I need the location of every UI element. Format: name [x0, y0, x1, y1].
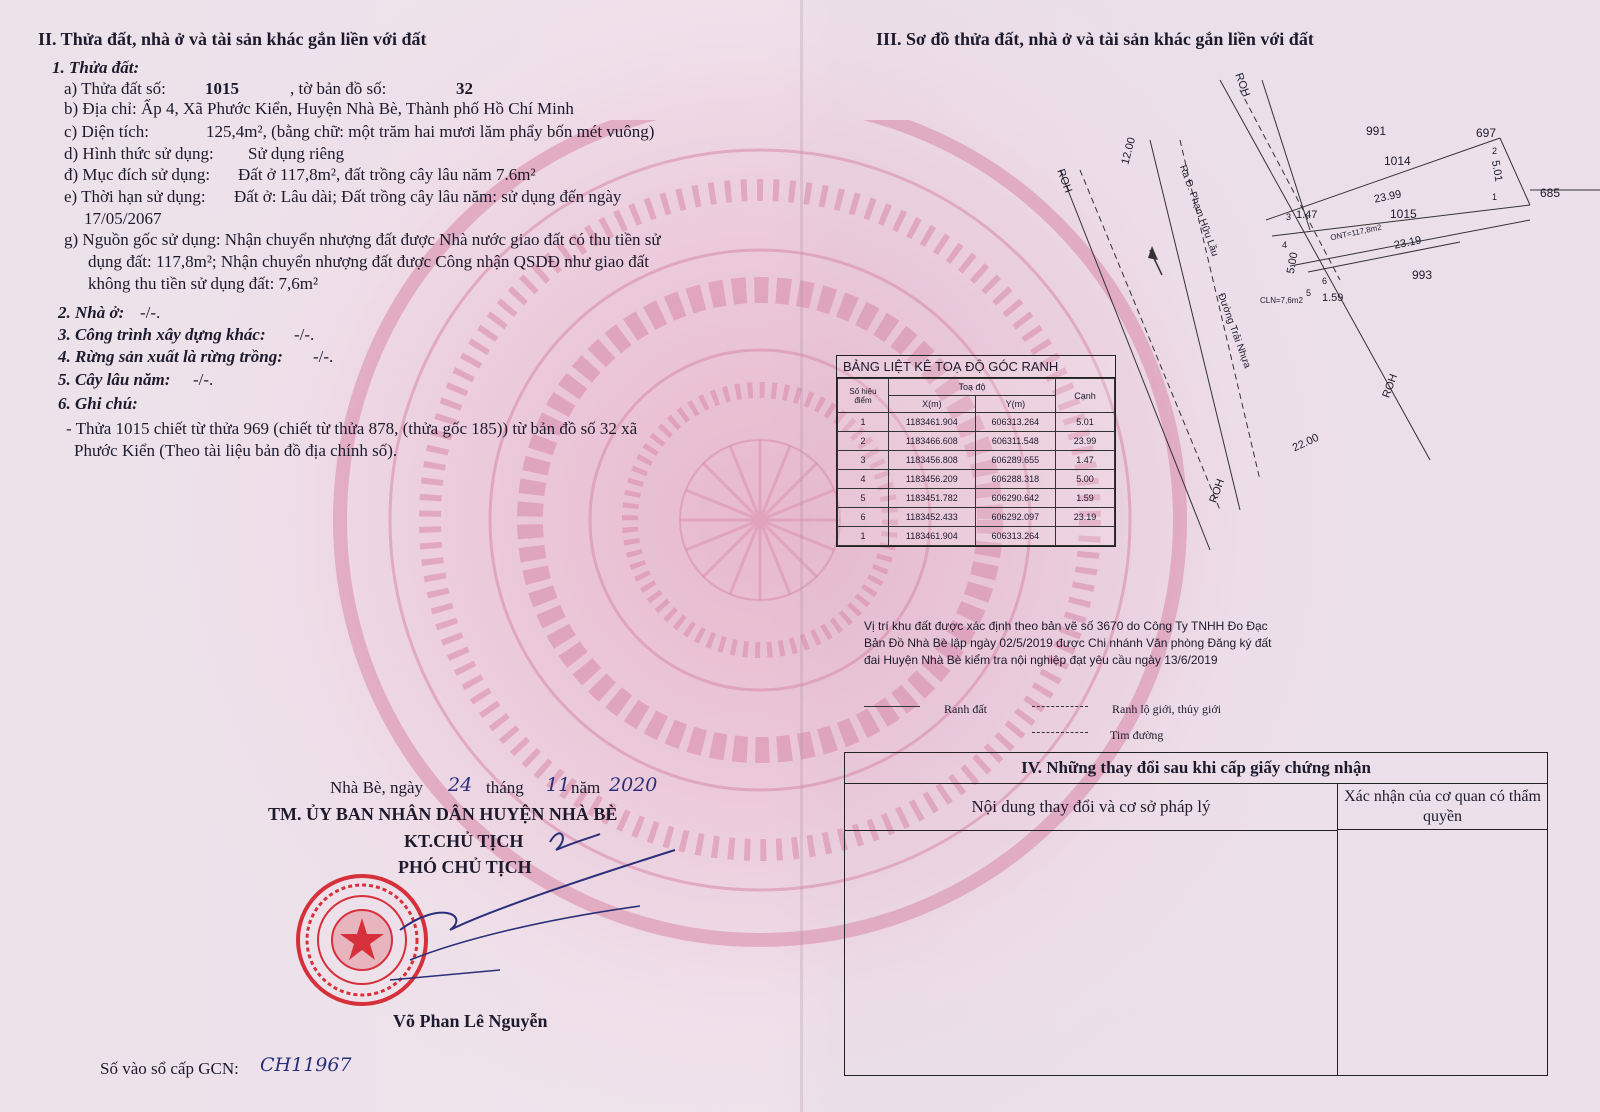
map-label-parcel-993: 993 [1412, 268, 1433, 282]
col-y: Y(m) [975, 396, 1055, 413]
map-vertex-2: 2 [1492, 146, 1498, 156]
cell-edge: 1.47 [1056, 451, 1115, 470]
legend-roadline-line [1032, 706, 1088, 707]
map-label-roh-bottom: ROH [1207, 477, 1228, 505]
note-line-2: Phước Kiển (Theo tài liệu bản đồ địa chính số). [74, 441, 398, 460]
origin-line-3: không thu tiền sử dụng đất: 7,6m² [88, 274, 319, 293]
map-vertex-4: 4 [1282, 240, 1288, 250]
date-month-label: tháng [486, 778, 524, 797]
area-value: 125,4m², (bằng chữ: một trăm hai mươi lăm phẩy bốn mét vuông) [206, 122, 655, 141]
date-place: Nhà Bè, ngày [330, 778, 424, 797]
legend-centerline-line [1032, 732, 1088, 733]
table-row [838, 527, 1115, 546]
cell-x: 1183456.209 [889, 470, 976, 489]
forest-value: -/-. [313, 347, 334, 366]
legend-roadline-label: Ranh lộ giới, thủy giới [1112, 702, 1222, 716]
house-label: 2. Nhà ở: [58, 303, 125, 322]
signature [380, 820, 680, 990]
cell-x: 1183456.808 [889, 451, 976, 470]
address: b) Địa chỉ: Ấp 4, Xã Phước Kiển, Huyện Nhà Bè, Thành phố Hồ Chí Minh [64, 99, 574, 118]
map-label-ont-area: ONT=117,8m2 [1329, 222, 1383, 243]
forest-label: 4. Rừng sản xuất là rừng trồng: [58, 347, 283, 366]
house-value: -/-. [140, 303, 161, 322]
section-iii-title: III. Sơ đồ thửa đất, nhà ở và tài sản khác gắn liền với đất [876, 29, 1314, 49]
on-behalf-title: KT.CHỦ TỊCH [404, 831, 524, 851]
table-row [838, 489, 1115, 508]
col-edge: Cạnh [1056, 379, 1115, 413]
col-coordinates: Toạ độ [889, 379, 1056, 396]
table-row [838, 451, 1115, 470]
map-label-roh-top: ROH [1232, 71, 1253, 99]
origin-line-1: g) Nguồn gốc sử dụng: Nhận chuyển nhượng đất được Nhà nước giao đất có thu tiền sử [64, 230, 661, 249]
map-label-cln-area: CLN=7,6m2 [1260, 296, 1303, 305]
cell-edge [1056, 527, 1115, 546]
usage-term-value: Đất ở: Lâu dài; Đất trồng cây lâu năm: sử dụng đến ngày [234, 187, 622, 206]
area-label: c) Diện tích: [64, 122, 149, 141]
cell-point: 2 [838, 432, 889, 451]
cell-y: 606292.097 [975, 508, 1055, 527]
cell-x: 1183461.904 [889, 413, 976, 432]
map-label-edge-501: 5.01 [1488, 159, 1505, 183]
coordinate-table [836, 355, 1116, 547]
gcn-label: Số vào sổ cấp GCN: [100, 1059, 239, 1078]
col-point: Số hiệu điểm [838, 379, 889, 413]
map-label-road-pham-huu-lau: Ra Đ. Phạm Hữu Lầu [1176, 163, 1221, 258]
cell-y: 606313.264 [975, 413, 1055, 432]
cell-y: 606290.642 [975, 489, 1055, 508]
col-x: X(m) [889, 396, 976, 413]
legend-centerline-label: Tim đường [1110, 728, 1164, 742]
usage-purpose-value: Đất ở 117,8m², đất trồng cây lâu năm 7.6m² [238, 165, 536, 184]
cell-edge: 5.00 [1056, 470, 1115, 489]
signer-name: Võ Phan Lê Nguyễn [393, 1011, 548, 1031]
cell-point: 1 [838, 527, 889, 546]
map-label-parcel-1014: 1014 [1384, 154, 1411, 168]
map-label-edge-2319: 23.19 [1393, 234, 1423, 252]
cell-point: 6 [838, 508, 889, 527]
cell-edge: 23.99 [1056, 432, 1115, 451]
notes-label: 6. Ghi chú: [58, 394, 138, 413]
cell-edge: 1.59 [1056, 489, 1115, 508]
map-label-edge-159: 1.59 [1322, 292, 1344, 304]
cell-x: 1183451.782 [889, 489, 976, 508]
table-row [838, 470, 1115, 489]
map-label-paved-road: Đường Trải Nhựa [1215, 291, 1253, 370]
cell-x: 1183452.433 [889, 508, 976, 527]
cell-edge: 5.01 [1056, 413, 1115, 432]
map-vertex-5: 5 [1306, 288, 1312, 298]
date-month: 11 [546, 774, 571, 796]
map-sheet-number: 32 [456, 79, 473, 98]
map-sheet-label: , tờ bản đồ số: [290, 79, 387, 98]
changes-table [844, 752, 1548, 1076]
usage-term-date: 17/05/2067 [84, 209, 162, 228]
note-line-1: - Thửa 1015 chiết từ thửa 969 (chiết từ thửa 878, (thửa gốc 185)) từ bản đồ số 32 xã [66, 419, 638, 438]
position-note-1: Vị trí khu đất được xác định theo bản vẽ số 3670 do Công Ty TNHH Đo Đạc [864, 619, 1268, 633]
cell-point: 5 [838, 489, 889, 508]
table-row [838, 432, 1115, 451]
map-label-edge-2399: 23.99 [1373, 188, 1403, 206]
origin-line-2: dụng đất: 117,8m²; Nhận chuyển nhượng đất được Công nhận QSDĐ như giao đất [88, 252, 649, 271]
position-note-2: Bản Đồ Nhà Bè lập ngày 02/5/2019 được Chi nhánh Văn phòng Đăng ký đất [864, 636, 1272, 650]
cell-point: 4 [838, 470, 889, 489]
map-label-width-22: 22.00 [1290, 431, 1321, 455]
table-row [838, 508, 1115, 527]
date-year: 2020 [609, 774, 658, 796]
cell-y: 606313.264 [975, 527, 1055, 546]
cell-y: 606311.548 [975, 432, 1055, 451]
fold-line [800, 0, 803, 1112]
usage-purpose-label: đ) Mục đích sử dụng: [64, 165, 211, 184]
map-label-edge-500: 5.00 [1284, 251, 1301, 275]
cell-x: 1183466.608 [889, 432, 976, 451]
cell-x: 1183461.904 [889, 527, 976, 546]
map-label-roh-right: ROH [1380, 372, 1401, 400]
other-construction-label: 3. Công trình xây dựng khác: [58, 325, 266, 344]
perennial-value: -/-. [193, 370, 214, 389]
cell-y: 606289.655 [975, 451, 1055, 470]
map-vertex-1: 1 [1492, 192, 1498, 202]
land-heading: 1. Thửa đất: [52, 58, 140, 77]
usage-form-value: Sử dụng riêng [248, 144, 345, 163]
map-vertex-3: 3 [1286, 212, 1292, 222]
perennial-label: 5. Cây lâu năm: [58, 370, 171, 389]
cell-point: 3 [838, 451, 889, 470]
map-label-parcel-1015: 1015 [1390, 207, 1417, 221]
usage-form-label: d) Hình thức sử dụng: [64, 144, 214, 163]
map-label-parcel-991: 991 [1366, 124, 1387, 138]
changes-column-divider [1337, 830, 1338, 1075]
map-label-edge-147: 1.47 [1296, 209, 1318, 221]
map-label-roh-left: ROH [1054, 167, 1075, 195]
gcn-number: CH11967 [260, 1054, 352, 1076]
section-iv-title: IV. Những thay đổi sau khi cấp giấy chứng nhận [845, 753, 1547, 784]
legend-boundary-line [864, 706, 920, 707]
cell-point: 1 [838, 413, 889, 432]
section-ii-title: II. Thửa đất, nhà ở và tài sản khác gắn liền với đất [38, 29, 427, 49]
map-label-parcel-685: 685 [1540, 186, 1561, 200]
map-label-parcel-697: 697 [1476, 126, 1497, 140]
changes-column-confirmation: Xác nhận của cơ quan có thẩm quyền [1338, 784, 1547, 830]
map-label-width-12: 12.00 [1119, 136, 1139, 166]
cell-y: 606288.318 [975, 470, 1055, 489]
position-note-3: đai Huyện Nhà Bè kiểm tra nội nghiệp đạt yêu cầu ngày 13/6/2019 [864, 653, 1218, 667]
coordinate-table-title: BẢNG LIỆT KÊ TOẠ ĐỘ GÓC RANH [837, 356, 1115, 378]
signer-title: PHÓ CHỦ TỊCH [398, 857, 532, 877]
date-day: 24 [448, 774, 473, 796]
cell-edge: 23.19 [1056, 508, 1115, 527]
changes-column-content: Nội dung thay đổi và cơ sở pháp lý [845, 784, 1338, 831]
date-year-label: năm [571, 778, 601, 797]
parcel-number-label: a) Thửa đất số: [64, 79, 166, 98]
table-row [838, 413, 1115, 432]
issuing-organization: TM. ỦY BAN NHÂN DÂN HUYỆN NHÀ BÈ [268, 804, 618, 824]
other-construction-value: -/-. [294, 325, 315, 344]
usage-term-label: e) Thời hạn sử dụng: [64, 187, 206, 206]
parcel-number: 1015 [205, 79, 239, 98]
map-vertex-6: 6 [1322, 276, 1328, 286]
legend-boundary-label: Ranh đất [944, 702, 987, 716]
